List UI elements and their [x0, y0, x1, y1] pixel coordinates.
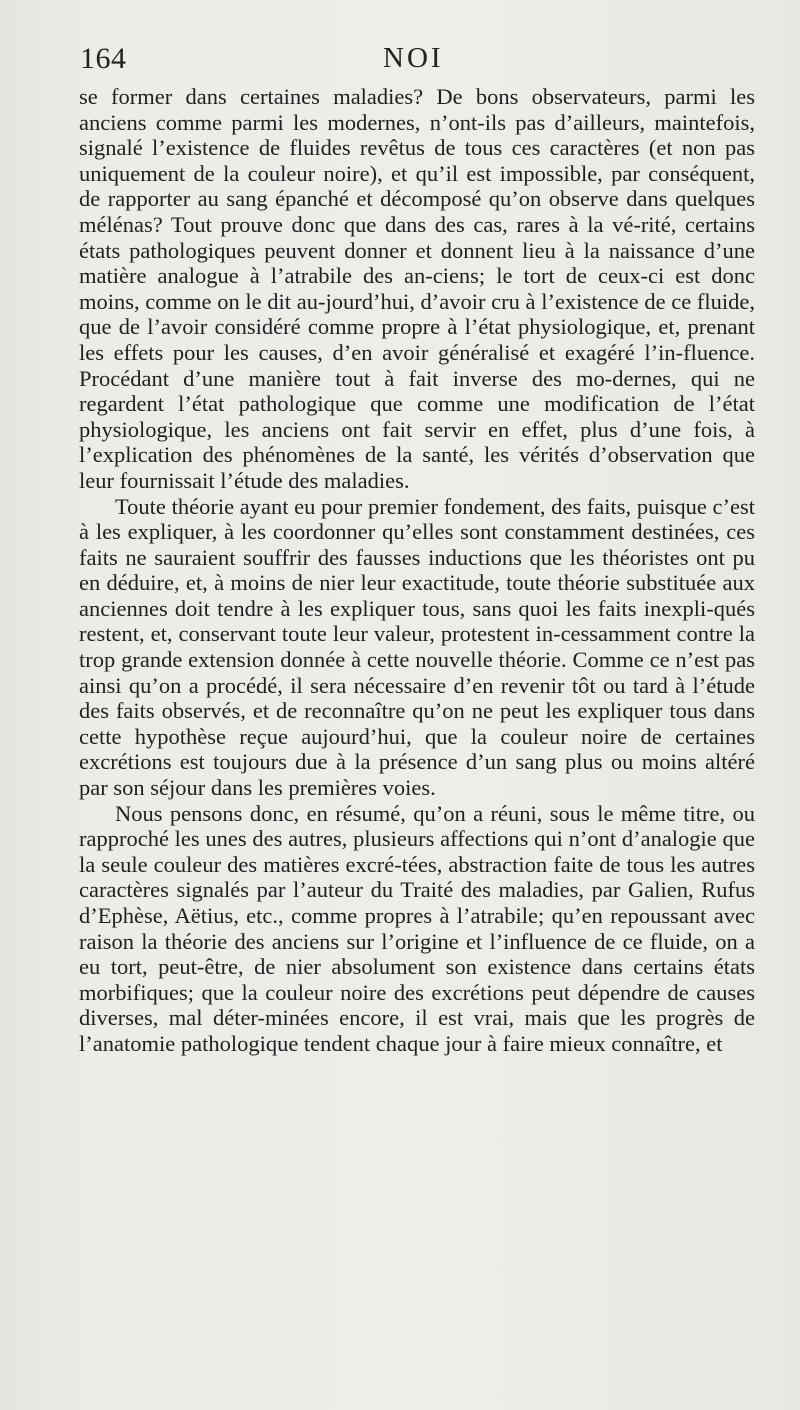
- page-header: [80, 42, 752, 82]
- page-number: 164: [80, 42, 127, 75]
- body-text: [79, 84, 755, 1057]
- running-head: NOI: [383, 42, 444, 74]
- paragraph-2: Toute théorie ayant eu pour premier fondement, des faits, puisque c’est à les expliquer, à les coordonner qu’elles sont constamment destinées, ces faits ne sauraient souffrir des fausses inductions que les théoristes ont pu en déduire, et, à moins de nier leur exactitude, toute théorie substituée aux anciennes doit tendre à les expliquer tous, sans quoi les faits inexpli-qués restent, et, conservant toute leur valeur, protestent in-cessamment contre la trop grande extension donnée à cette nouvelle théorie. Comme ce n’est pas ainsi qu’on a procédé, il sera nécessaire d’en revenir tôt ou tard à l’étude des faits observés, et de reconnaître qu’on ne peut les expliquer tous dans cette hypothèse reçue aujourd’hui, que la couleur noire de certaines excrétions est toujours due à la présence d’un sang plus ou moins altéré par son séjour dans les premières voies.: [79, 493, 755, 801]
- paragraph-1: se former dans certaines maladies? De bons observateurs, parmi les anciens comme parmi les modernes, n’ont-ils pas d’ailleurs, maintefois, signalé l’existence de fluides revêtus de tous ces caractères (et non pas uniquement de la couleur noire), et qu’il est impossible, par conséquent, de rapporter au sang épanché et décomposé qu’on observe dans quelques mélénas? Tout prouve donc que dans des cas, rares à la vé-rité, certains états pathologiques peuvent donner et donnent lieu à la naissance d’une matière analogue à l’atrabile des an-ciens; le tort de ceux-ci est donc moins, comme on le dit au-jourd’hui, d’avoir cru à l’existence de ce fluide, que de l’avoir considéré comme propre à l’état physiologique, et, prenant les effets pour les causes, d’en avoir généralisé et exagéré l’in-fluence. Procédant d’une manière tout à fait inverse des mo-dernes, qui ne regardent l’état pathologique que comme une modification de l’état physiologique, les anciens ont fait servir en effet, plus d’une fois, à l’explication des phénomènes de la santé, les vérités d’observation que leur fournissait l’étude des maladies.: [79, 84, 755, 493]
- paragraph-3: Nous pensons donc, en résumé, qu’on a réuni, sous le même titre, ou rapproché les unes des autres, plusieurs affections qui n’ont d’analogie que la seule couleur des matières excré-tées, abstraction faite de tous les autres caractères signalés par l’auteur du Traité des maladies, par Galien, Rufus d’Ephèse, Aëtius, etc., comme propres à l’atrabile; qu’en repoussant avec raison la théorie des anciens sur l’origine et l’influence de ce fluide, on a eu tort, peut-être, de nier absolument son existence dans certains états morbifiques; que la couleur noire des excrétions peut dépendre de causes diverses, mal déter-minées encore, il est vrai, mais que les progrès de l’anatomie pathologique tendent chaque jour à faire mieux connaître, et: [79, 800, 755, 1056]
